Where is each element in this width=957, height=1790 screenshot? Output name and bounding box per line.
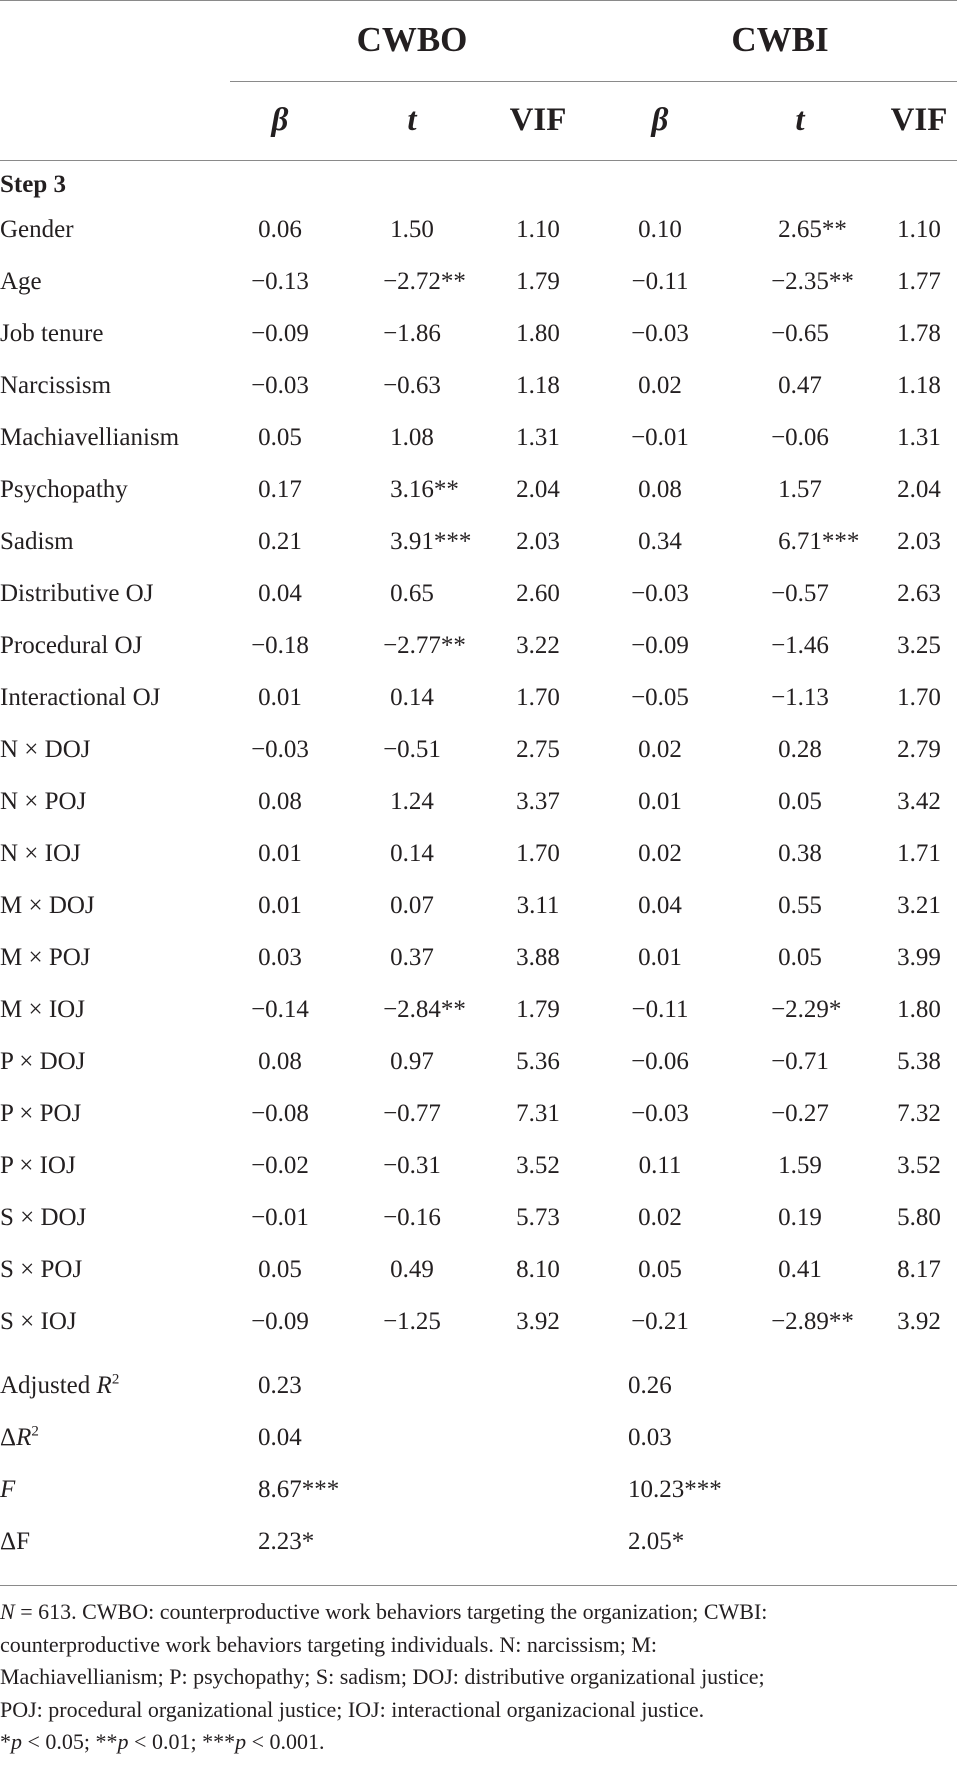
cell-vif-cwbo: 1.79 [516, 268, 560, 295]
cell-beta-cwbi: −0.21 [631, 1308, 689, 1335]
stat-row-delta-r2 [0, 1418, 957, 1458]
cell-t-cwbo: 0.49 [390, 1256, 434, 1283]
table-row [0, 314, 957, 354]
table-row [0, 366, 957, 406]
cell-vif-cwbi: 3.21 [897, 892, 941, 919]
cell-vif-cwbo: 1.31 [516, 424, 560, 451]
cell-vif-cwbo: 1.80 [516, 320, 560, 347]
header-bottom-rule [0, 160, 957, 161]
table-row [0, 678, 957, 718]
stat-cwbi: 0.26 [628, 1372, 672, 1399]
cell-t-cwbi: −2.89** [771, 1308, 854, 1335]
cell-vif-cwbi: 3.25 [897, 632, 941, 659]
cell-beta-cwbi: −0.11 [631, 996, 689, 1023]
cell-t-cwbo: 0.37 [390, 944, 434, 971]
cell-vif-cwbo: 3.92 [516, 1308, 560, 1335]
cell-vif-cwbo: 3.52 [516, 1152, 560, 1179]
stat-row-adjusted-r2 [0, 1366, 957, 1406]
cell-t-cwbo: −2.72** [383, 268, 466, 295]
cell-t-cwbo: 0.07 [390, 892, 434, 919]
note-line-4: POJ: procedural organizational justice; IOJ: interactional organizacional justice. [0, 1696, 705, 1722]
cell-vif-cwbi: 1.70 [897, 684, 941, 711]
cell-beta-cwbo: 0.05 [258, 424, 302, 451]
cell-vif-cwbo: 1.70 [516, 684, 560, 711]
row-label: Job tenure [0, 320, 104, 347]
cell-t-cwbi: −0.65 [771, 320, 829, 347]
cell-beta-cwbo: 0.01 [258, 840, 302, 867]
table-row [0, 730, 957, 770]
cell-t-cwbi: 0.55 [778, 892, 822, 919]
cell-t-cwbi: −0.57 [771, 580, 829, 607]
cell-vif-cwbi: 3.52 [897, 1152, 941, 1179]
cell-t-cwbi: −1.46 [771, 632, 829, 659]
cell-t-cwbo: −2.84** [383, 996, 466, 1023]
row-label: N × IOJ [0, 840, 81, 867]
cell-vif-cwbi: 1.80 [897, 996, 941, 1023]
cell-t-cwbi: −2.29* [771, 996, 842, 1023]
cell-vif-cwbo: 2.03 [516, 528, 560, 555]
row-label: P × DOJ [0, 1048, 86, 1075]
stat-cwbi: 0.03 [628, 1424, 672, 1451]
row-label: M × DOJ [0, 892, 95, 919]
cell-t-cwbi: −2.35** [771, 268, 854, 295]
cell-vif-cwbo: 2.60 [516, 580, 560, 607]
row-label: Narcissism [0, 372, 112, 399]
cell-beta-cwbi: 0.34 [638, 528, 682, 555]
cell-t-cwbi: −0.06 [771, 424, 829, 451]
table-row [0, 782, 957, 822]
row-label: Age [0, 268, 42, 295]
table-row [0, 886, 957, 926]
cell-vif-cwbo: 3.11 [516, 892, 560, 919]
cell-beta-cwbi: −0.06 [631, 1048, 689, 1075]
table-bottom-rule [0, 1585, 957, 1586]
step-label: Step 3 [0, 171, 66, 198]
table-row [0, 1250, 957, 1290]
sub-header-beta-cwbo: β [271, 102, 289, 138]
row-label: N × POJ [0, 788, 87, 815]
cell-vif-cwbi: 2.63 [897, 580, 941, 607]
table-row [0, 938, 957, 978]
table-row [0, 262, 957, 302]
cell-vif-cwbi: 2.03 [897, 528, 941, 555]
table-row [0, 1302, 957, 1342]
cell-beta-cwbi: 0.02 [638, 372, 682, 399]
cell-beta-cwbo: −0.18 [251, 632, 309, 659]
cell-beta-cwbi: 0.02 [638, 736, 682, 763]
cell-vif-cwbi: 7.32 [897, 1100, 941, 1127]
note-line-1: N = 613. CWBO: counterproductive work behaviors targeting the organization; CWBI: [0, 1599, 768, 1624]
cell-vif-cwbi: 3.42 [897, 788, 941, 815]
row-label: Gender [0, 216, 74, 243]
stat-cwbo: 0.04 [258, 1424, 302, 1451]
cell-t-cwbo: −2.77** [383, 632, 466, 659]
table-row [0, 1042, 957, 1082]
cell-vif-cwbi: 1.31 [897, 424, 941, 451]
stat-row-delta-f [0, 1522, 957, 1562]
table-row [0, 522, 957, 562]
stat-label: Adjusted $R^2$ [0, 1371, 120, 1399]
cell-beta-cwbo: −0.08 [251, 1100, 309, 1127]
cell-vif-cwbi: 1.18 [897, 372, 941, 399]
cell-beta-cwbo: 0.05 [258, 1256, 302, 1283]
cell-beta-cwbi: 0.04 [638, 892, 682, 919]
row-label: M × POJ [0, 944, 91, 971]
cell-t-cwbi: 0.28 [778, 736, 822, 763]
cell-beta-cwbi: −0.03 [631, 320, 689, 347]
cell-beta-cwbi: 0.11 [638, 1152, 682, 1179]
cell-t-cwbo: −0.16 [383, 1204, 441, 1231]
cell-beta-cwbi: 0.10 [638, 216, 682, 243]
stat-row-f [0, 1470, 957, 1510]
cell-beta-cwbo: 0.21 [258, 528, 302, 555]
cell-beta-cwbi: −0.03 [631, 580, 689, 607]
table-row [0, 834, 957, 874]
cell-t-cwbo: −1.25 [383, 1308, 441, 1335]
row-label: M × IOJ [0, 996, 85, 1023]
cell-vif-cwbo: 3.88 [516, 944, 560, 971]
cell-vif-cwbo: 2.04 [516, 476, 560, 503]
cell-vif-cwbi: 2.79 [897, 736, 941, 763]
row-label: Sadism [0, 528, 74, 555]
stat-cwbi: 2.05* [628, 1528, 685, 1555]
row-label: P × IOJ [0, 1152, 76, 1179]
cell-vif-cwbo: 1.70 [516, 840, 560, 867]
stat-label: ΔF [0, 1528, 30, 1555]
cell-vif-cwbi: 5.80 [897, 1204, 941, 1231]
stat-cwbo: 2.23* [258, 1528, 315, 1555]
table-row [0, 1094, 957, 1134]
sub-header-vif-cwbo: VIF [509, 102, 567, 138]
cell-beta-cwbi: −0.09 [631, 632, 689, 659]
cell-t-cwbi: 0.47 [778, 372, 822, 399]
cell-t-cwbi: 0.41 [778, 1256, 822, 1283]
cell-t-cwbo: 3.91*** [390, 528, 472, 555]
cell-vif-cwbo: 7.31 [516, 1100, 560, 1127]
stat-cwbo: 8.67*** [258, 1476, 340, 1503]
cell-t-cwbo: −0.77 [383, 1100, 441, 1127]
cell-vif-cwbo: 1.18 [516, 372, 560, 399]
sub-header-vif-cwbi: VIF [890, 102, 948, 138]
cell-t-cwbo: −0.31 [383, 1152, 441, 1179]
cell-beta-cwbi: 0.05 [638, 1256, 682, 1283]
cell-vif-cwbi: 1.78 [897, 320, 941, 347]
cell-beta-cwbo: 0.17 [258, 476, 302, 503]
cell-beta-cwbi: −0.11 [631, 268, 689, 295]
table-row [0, 470, 957, 510]
table-row [0, 1198, 957, 1238]
row-label: S × IOJ [0, 1308, 77, 1335]
cell-beta-cwbi: −0.01 [631, 424, 689, 451]
row-label: S × POJ [0, 1256, 83, 1283]
row-label: Distributive OJ [0, 580, 154, 607]
cell-beta-cwbi: 0.02 [638, 840, 682, 867]
cell-beta-cwbo: −0.14 [251, 996, 309, 1023]
stat-label: $\Delta R^2$ [0, 1423, 39, 1451]
cell-t-cwbi: 0.38 [778, 840, 822, 867]
cell-vif-cwbi: 1.71 [897, 840, 941, 867]
cell-beta-cwbi: 0.02 [638, 1204, 682, 1231]
cell-t-cwbi: 0.19 [778, 1204, 822, 1231]
cell-beta-cwbo: 0.04 [258, 580, 302, 607]
cell-t-cwbo: 1.24 [390, 788, 434, 815]
cell-t-cwbo: 1.50 [390, 216, 434, 243]
cell-t-cwbo: 0.14 [390, 684, 434, 711]
cell-vif-cwbo: 1.79 [516, 996, 560, 1023]
row-label: S × DOJ [0, 1204, 87, 1231]
cell-beta-cwbo: 0.01 [258, 684, 302, 711]
row-label: Procedural OJ [0, 632, 143, 659]
cell-vif-cwbo: 8.10 [516, 1256, 560, 1283]
table-row [0, 210, 957, 250]
table-row [0, 626, 957, 666]
cell-vif-cwbi: 2.04 [897, 476, 941, 503]
cell-t-cwbo: 0.14 [390, 840, 434, 867]
group-header-cwbo: CWBO [356, 20, 468, 59]
row-label: P × POJ [0, 1100, 82, 1127]
table-row [0, 1146, 957, 1186]
cell-beta-cwbo: −0.03 [251, 372, 309, 399]
cell-beta-cwbo: 0.08 [258, 1048, 302, 1075]
row-label: Psychopathy [0, 476, 128, 503]
cell-beta-cwbo: −0.01 [251, 1204, 309, 1231]
cell-t-cwbi: 0.05 [778, 788, 822, 815]
table-top-rule [0, 0, 957, 1]
cell-vif-cwbi: 3.99 [897, 944, 941, 971]
cell-t-cwbi: −0.71 [771, 1048, 829, 1075]
cell-vif-cwbo: 5.73 [516, 1204, 560, 1231]
cell-t-cwbo: 1.08 [390, 424, 434, 451]
cell-beta-cwbi: −0.05 [631, 684, 689, 711]
sub-header-t-cwbo: t [407, 102, 417, 138]
table-row [0, 418, 957, 458]
cell-t-cwbi: −1.13 [771, 684, 829, 711]
row-label: Machiavellianism [0, 424, 180, 451]
cell-beta-cwbo: −0.02 [251, 1152, 309, 1179]
sub-header-t-cwbi: t [795, 102, 805, 138]
cell-beta-cwbi: 0.08 [638, 476, 682, 503]
cell-beta-cwbo: 0.06 [258, 216, 302, 243]
cell-t-cwbi: 1.59 [778, 1152, 822, 1179]
cell-beta-cwbo: −0.03 [251, 736, 309, 763]
note-line-3: Machiavellianism; P: psychopathy; S: sadism; DOJ: distributive organizational justice; [0, 1664, 765, 1689]
cell-beta-cwbi: 0.01 [638, 788, 682, 815]
group-header-cwbi: CWBI [731, 20, 829, 59]
cell-t-cwbo: 0.97 [390, 1048, 434, 1075]
note-line-2: counterproductive work behaviors targeting individuals. N: narcissism; M: [0, 1631, 658, 1657]
cell-beta-cwbo: −0.09 [251, 1308, 309, 1335]
cell-vif-cwbi: 5.38 [897, 1048, 941, 1075]
cell-t-cwbo: −1.86 [383, 320, 441, 347]
table-row [0, 574, 957, 614]
row-label: N × DOJ [0, 736, 91, 763]
table-note [0, 1596, 957, 1759]
cell-t-cwbo: −0.51 [383, 736, 441, 763]
note-significance: *p < 0.05; **p < 0.01; ***p < 0.001. [0, 1729, 325, 1754]
cell-beta-cwbo: 0.01 [258, 892, 302, 919]
cell-beta-cwbi: 0.01 [638, 944, 682, 971]
cell-t-cwbi: 6.71*** [778, 528, 860, 555]
cell-vif-cwbo: 3.22 [516, 632, 560, 659]
cell-t-cwbi: 0.05 [778, 944, 822, 971]
cell-vif-cwbi: 1.77 [897, 268, 941, 295]
cell-vif-cwbi: 1.10 [897, 216, 941, 243]
cell-t-cwbo: −0.63 [383, 372, 441, 399]
cell-t-cwbi: 2.65** [778, 216, 847, 243]
stat-cwbi: 10.23*** [628, 1476, 722, 1503]
cell-t-cwbi: 1.57 [778, 476, 822, 503]
cell-beta-cwbo: −0.09 [251, 320, 309, 347]
stat-cwbo: 0.23 [258, 1372, 302, 1399]
cell-beta-cwbo: −0.13 [251, 268, 309, 295]
cell-vif-cwbo: 2.75 [516, 736, 560, 763]
cell-beta-cwbi: −0.03 [631, 1100, 689, 1127]
cell-t-cwbo: 0.65 [390, 580, 434, 607]
cell-beta-cwbo: 0.08 [258, 788, 302, 815]
cell-vif-cwbo: 1.10 [516, 216, 560, 243]
cell-vif-cwbi: 8.17 [897, 1256, 941, 1283]
cell-vif-cwbo: 5.36 [516, 1048, 560, 1075]
table-row [0, 990, 957, 1030]
cell-t-cwbo: 3.16** [390, 476, 459, 503]
sub-header-beta-cwbi: β [651, 102, 669, 138]
cell-beta-cwbo: 0.03 [258, 944, 302, 971]
row-label: Interactional OJ [0, 684, 161, 711]
cell-vif-cwbo: 3.37 [516, 788, 560, 815]
cell-t-cwbi: −0.27 [771, 1100, 829, 1127]
cell-vif-cwbi: 3.92 [897, 1308, 941, 1335]
group-header-rule [230, 81, 957, 82]
stat-label: F [0, 1476, 16, 1503]
